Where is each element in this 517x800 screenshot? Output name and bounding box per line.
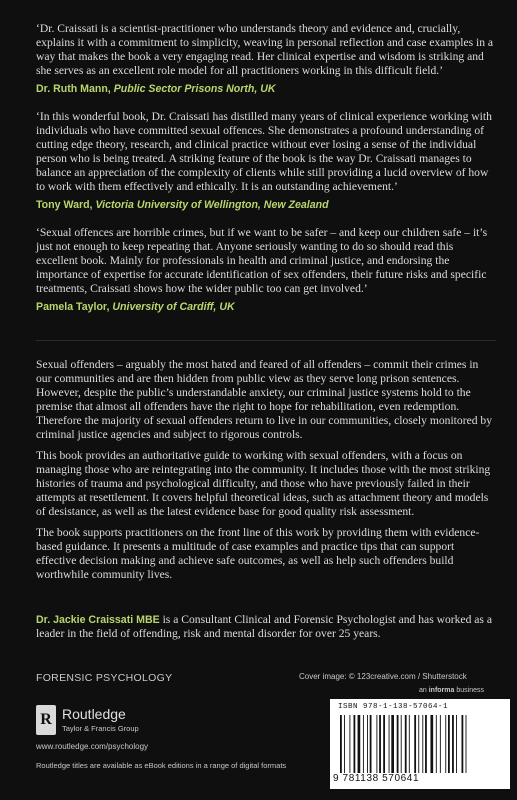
barcode-bar: [422, 715, 423, 773]
routledge-logo-icon: [36, 705, 56, 735]
barcode-bar: [401, 715, 402, 773]
barcode-bar: [367, 715, 368, 773]
barcode-bar: [425, 715, 427, 773]
barcode-bar: [418, 715, 419, 773]
barcode-bar: [391, 715, 394, 773]
barcode-bar: [456, 715, 457, 773]
barcode-bar: [379, 715, 381, 773]
barcode-bar: [349, 715, 350, 773]
endorsement-3: [36, 226, 496, 314]
endorsement-attribution: [36, 198, 496, 212]
endorsement-attribution: [36, 300, 496, 314]
description-paragraph: Sexual offenders – arguably the most hated and feared of all offenders – commit their crimes in our communities and are then hidden from public view as they serve long prison sentences. However, despite the public’s understandable anxiety, our criminal justice systems hold to the premise that almost all offenders have the right to hope for rehabilitation, even redemption. Therefore the majority of sexual offenders return to live in our communities, closely monitored by criminal justice agencies and subject to rigorous controls.: [36, 358, 492, 441]
book-description: [36, 358, 496, 589]
informa-suffix: business: [454, 687, 484, 694]
endorsement-2: [36, 110, 496, 212]
isbn-label: ISBN 978-1-138-57064-1: [338, 703, 449, 711]
author-bio-text: is a Consultant Clinical and Forensic Psychologist and has worked as a leader in the field of offending, risk and mental disorder for over 25 years.: [36, 613, 492, 640]
barcode-bar: [409, 715, 410, 773]
barcode-bar: [389, 715, 390, 773]
barcode-bar: [358, 715, 361, 773]
endorser-name: Pamela Taylor,: [36, 301, 110, 313]
endorser-affiliation: Victoria University of Wellington, New Zealand: [95, 199, 329, 211]
endorsement-attribution: [36, 82, 496, 96]
barcode-bar: [430, 715, 433, 773]
author-name: Dr. Jackie Craissati MBE: [36, 614, 160, 626]
publisher-group: Taylor & Francis Group: [62, 724, 139, 733]
ebook-note: Routledge titles are available as eBook editions in a range of digital formats: [36, 761, 287, 770]
cover-credit: Cover image: © 123creative.com / Shutterstock: [299, 672, 467, 681]
publisher-name: Routledge: [62, 706, 126, 722]
barcode-bar: [448, 715, 450, 773]
section-divider: [36, 340, 496, 341]
logo-letter: R: [40, 711, 52, 728]
barcode-bar: [370, 715, 372, 773]
description-paragraph: This book provides an authoritative guide to working with sexual offenders, with a focus on managing those who are reintegrating into the community. It includes those with the most striking histories of trauma and psychological difficulty, and those who have previously failed in their attempts at resettlement. It covers helpful theoretical ideas, such as attachment theory and models of desistance, as well as the latest evidence base for good quality risk assessment.: [36, 449, 491, 518]
barcode-bar: [397, 715, 399, 773]
endorsement-text: ‘Dr. Craissati is a scientist-practitioner who understands theory and evidence and, crucially, explains it with a commitment to simplicity, weaving in personal reflection and case examples in a way that makes the book a very engaging read. Her clinical expertise and wisdom is striking and she serves as an excellent role model for all practitioners working in this difficult field.’: [36, 22, 494, 77]
barcode-bar: [445, 715, 446, 773]
barcode-bar: [414, 715, 416, 773]
barcode-bar: [462, 715, 464, 773]
endorsement-text: ‘Sexual offences are horrible crimes, but if we want to be safer – and keep our children safe – it’s just not enough to keep repeating that. Anyone seriously wanting to do so should read this excellent book. Mainly for professionals in health and criminal justice, and endorsing the importance of expertise for accurate identification of sex offenders, their future risks and specific treatments, Craissati shows how the wider public too can get involved.’: [36, 226, 488, 295]
isbn-barcode: [330, 699, 510, 789]
barcode-bar: [405, 715, 407, 773]
barcode-bar: [354, 715, 356, 773]
endorsement-text: ‘In this wonderful book, Dr. Craissati has distilled many years of clinical experience working with individuals who have committed sexual offences. She demonstrates a profound understanding of cutting edge theory, research, and clinical practice without ever losing a sense of the individual person who is being treated. A striking feature of the book is the way Dr. Craissati manages to balance an appreciation of the complexity of clients while still providing a lucid overview of how to work with them effectively and ethically. It is an outstanding achievement.’: [36, 110, 492, 193]
barcode-bar: [436, 715, 437, 773]
endorsement-1: [36, 22, 496, 96]
barcode-bars-icon: [338, 715, 504, 773]
informa-prefix: an: [419, 687, 429, 694]
barcode-bar: [344, 715, 345, 773]
barcode-bar: [440, 715, 441, 773]
description-paragraph: The book supports practitioners on the front line of this work by providing them with evidence-based guidance. It presents a multitude of case examples and practice tips that can support effective decision making and achieve safe outcomes, as well as help such offenders build worthwhile community lives.: [36, 526, 480, 581]
informa-business-line: [419, 687, 484, 694]
endorser-affiliation: Public Sector Prisons North, UK: [113, 83, 276, 95]
endorser-affiliation: University of Cardiff, UK: [112, 301, 235, 313]
isbn-digits: 9 781138 570641: [333, 773, 420, 784]
endorser-name: Tony Ward,: [36, 199, 93, 211]
informa-brand: informa: [428, 687, 455, 694]
publisher-website: www.routledge.com/psychology: [36, 742, 149, 751]
endorser-name: Dr. Ruth Mann,: [36, 83, 111, 95]
author-bio: [36, 613, 496, 641]
barcode-bar: [452, 715, 454, 773]
subject-category: FORENSIC PSYCHOLOGY: [36, 672, 173, 684]
barcode-bar: [363, 715, 364, 773]
barcode-bar: [466, 715, 467, 773]
barcode-bar: [383, 715, 385, 773]
barcode-bar: [340, 715, 342, 773]
endorsements: [36, 22, 496, 328]
barcode-bar: [376, 715, 377, 773]
